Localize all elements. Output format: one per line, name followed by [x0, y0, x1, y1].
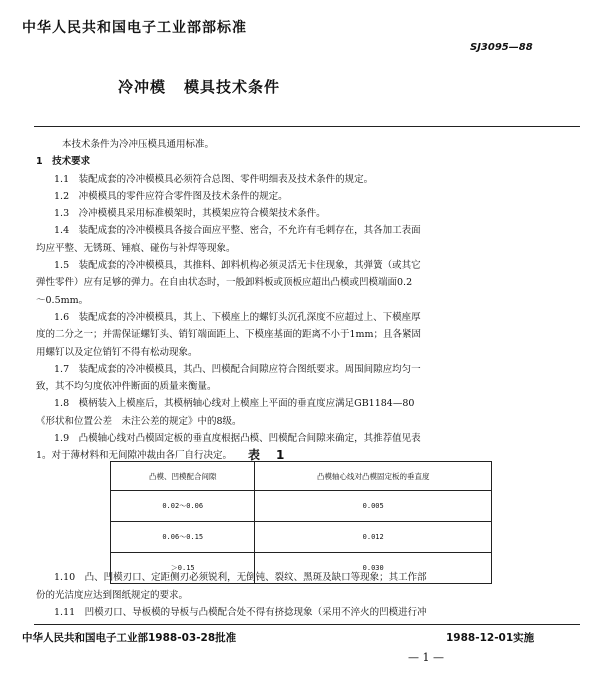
clause-1-8-cont: 《形状和位置公差 未注公差的规定》中的8级。: [36, 415, 242, 427]
approval-note: 中华人民共和国电子工业部1988-03-28批准: [22, 632, 237, 644]
standard-org-header: 中华人民共和国电子工业部部标准: [22, 20, 247, 36]
clause-1-7: 1.7 装配成套的冷冲模模具，其凸、凹模配合间隙应符合图纸要求。周围间隙应均匀一: [54, 363, 421, 375]
clause-1-3: 1.3 冷冲模模具采用标准模架时，其模架应符合模架技术条件。: [54, 208, 326, 220]
clause-1-5-cont: 弹性零件）应有足够的弹力。在自由状态时，一般卸料板或顶板应超出凸模或凹模端面0.2: [36, 277, 413, 289]
table-header-cell: 凸模轴心线对凸模固定板的垂直度: [255, 462, 492, 491]
clause-1-2: 1.2 冲模模具的零件应符合零件图及技术条件的规定。: [54, 190, 288, 202]
clause-1-9-cont: 1。对于薄材料和无间隙冲裁由各厂自行决定。: [36, 450, 233, 462]
clause-1-6-cont2: 用螺钉以及定位销钉不得有松动现象。: [36, 346, 198, 358]
clause-1-5: 1.5 装配成套的冷冲模模具，其推料、卸料机构必须灵活无卡住现象，其弹簧（或其它: [54, 260, 421, 272]
section-heading: 1 技术要求: [36, 156, 91, 168]
table-cell: 0.02～0.06: [111, 491, 255, 522]
tolerance-table: [110, 461, 492, 584]
table-header-row: [111, 462, 492, 491]
table-row: [111, 522, 492, 553]
page-title: [118, 76, 280, 97]
document-body: [36, 136, 582, 465]
clause-1-8: 1.8 模柄装入上模座后，其模柄轴心线对上模座上平面的垂直度应满足GB1184—80: [54, 398, 415, 410]
intro-paragraph: 本技术条件为冷冲压模具通用标准。: [62, 139, 215, 150]
table-cell: 0.030: [255, 553, 492, 584]
title-part-1: 冷冲模: [118, 78, 167, 96]
table-caption: 表 1: [248, 448, 287, 462]
clause-1-4-cont: 均应平整、无锈斑、锤痕、碰伤与补焊等现象。: [36, 242, 236, 254]
clause-1-10-cont: 份的光洁度应达到图纸规定的要求。: [36, 589, 189, 601]
clause-1-9: 1.9 凸模轴心线对凸模固定板的垂直度根据凸模、凹模配合间隙来确定，其推荐值见表: [54, 433, 421, 445]
table-cell: 0.012: [255, 522, 492, 553]
clause-1-11: 1.11 凹模刃口、导板模的导板与凸模配合处不得有挤捻现象（采用不淬火的凹模进行冲: [54, 607, 427, 618]
table-cell: 0.06～0.15: [111, 522, 255, 553]
standard-number: SJ3095—88: [470, 42, 533, 53]
clause-1-1: 1.1 装配成套的冷冲模模具必须符合总图、零件明细表及技术条件的规定。: [54, 173, 374, 185]
title-part-2: 模具技术条件: [184, 78, 281, 96]
clause-1-6-cont: 度的二分之一；并需保证螺钉头、销钉端面距上、下模座基面的距离不小于1mm；且各紧固: [36, 329, 422, 341]
footer-divider: [34, 624, 580, 625]
clause-1-7-cont: 致，其不均匀度依冲件断面的质量来衡量。: [36, 381, 217, 393]
table-row: [111, 491, 492, 522]
header-divider: [34, 126, 580, 127]
document-body-continued: [36, 569, 582, 622]
clause-1-4: 1.4 装配成套的冷冲模模具各接合面应平整、密合，不允许有毛刺存在，其各加工表面: [54, 225, 421, 237]
effective-date: 1988-12-01实施: [446, 632, 535, 644]
table-cell: ＞0.15: [111, 553, 255, 584]
table-header-cell: 凸模、凹模配合间隙: [111, 462, 255, 491]
page-number: — 1 —: [408, 651, 444, 664]
clause-1-6: 1.6 装配成套的冷冲模模具，其上、下模座上的螺钉头沉孔深度不应超过上、下模座厚: [54, 311, 421, 323]
table-cell: 0.005: [255, 491, 492, 522]
clause-1-5-cont2: ～0.5mm。: [36, 294, 89, 306]
clause-1-10: 1.10 凸、凹模刃口、定距侧刃必须锐利，无倒钝、裂纹、黑斑及缺口等现象；其工作部: [54, 572, 427, 583]
